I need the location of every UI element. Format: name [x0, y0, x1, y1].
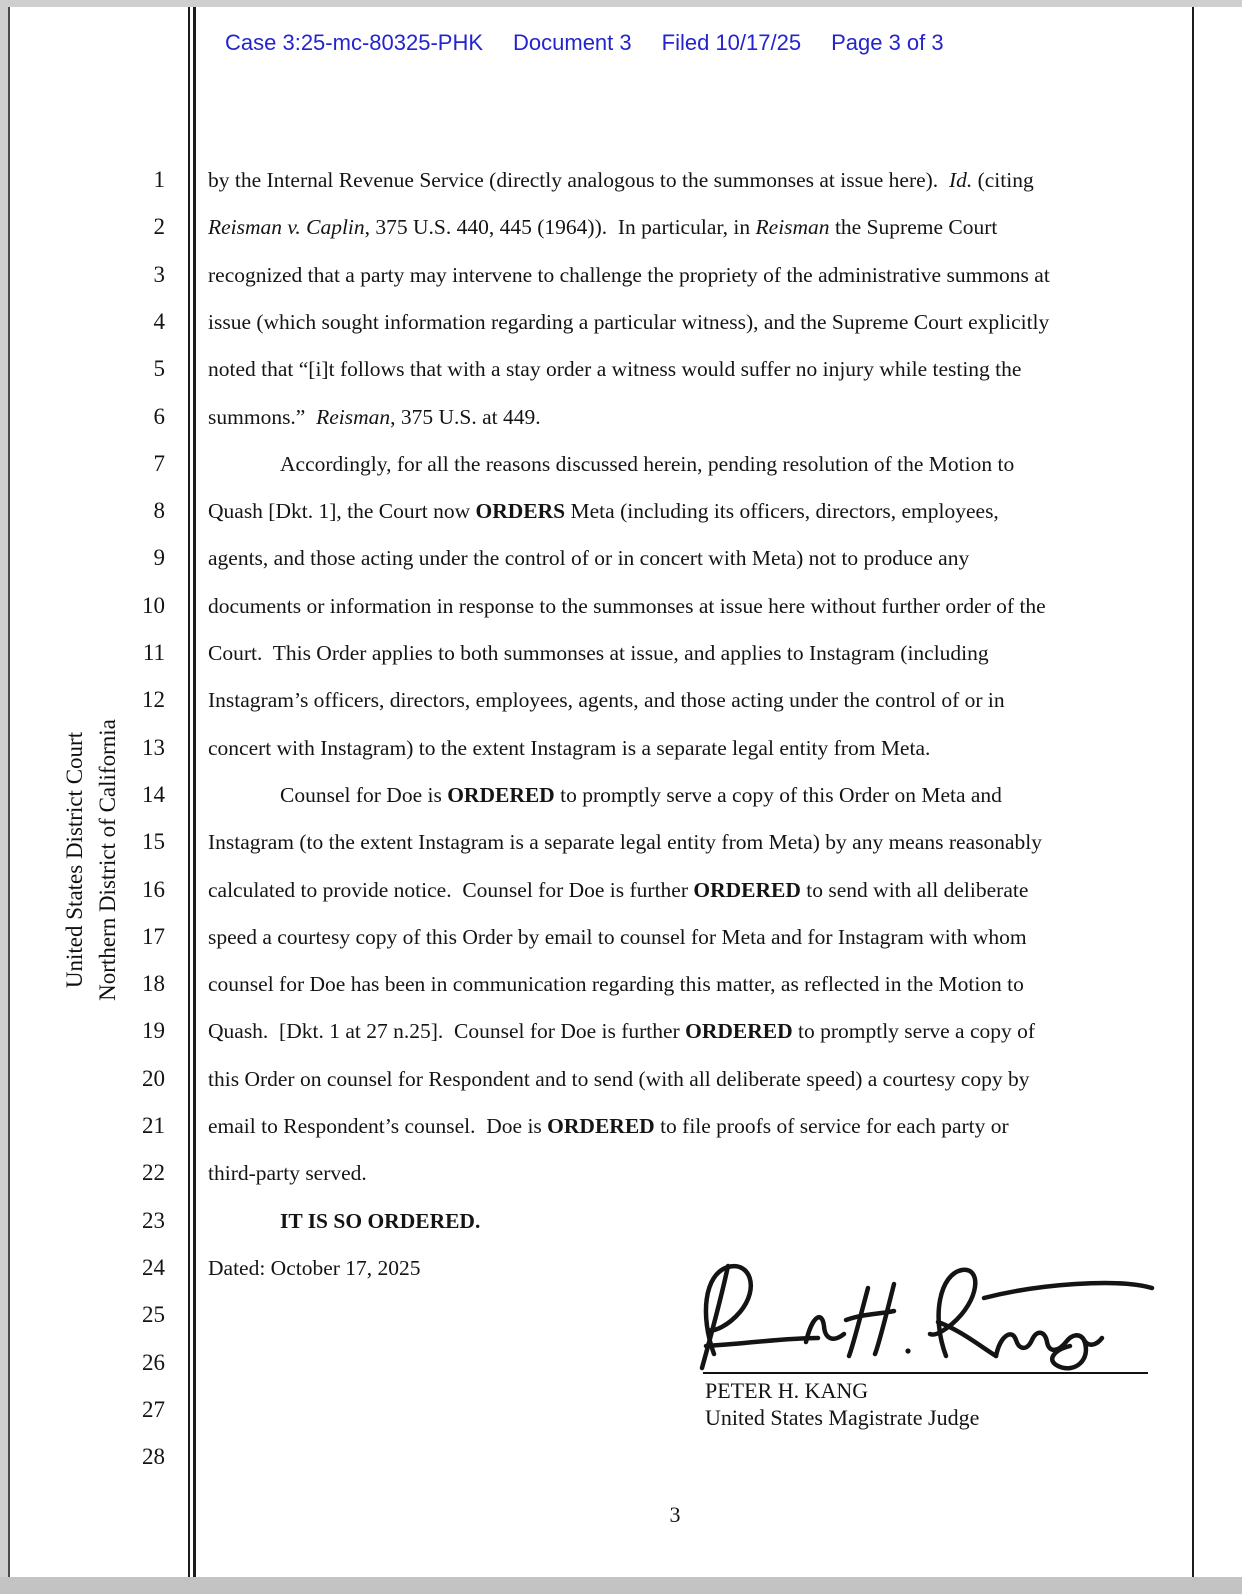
document-number: Document 3 [513, 30, 632, 55]
footer-page-number: 3 [669, 1502, 681, 1527]
line-number: 11 [142, 640, 165, 665]
line-number: 5 [153, 356, 165, 382]
line-number: 2 [153, 214, 165, 240]
document-line: Instagram’s officers, directors, employees, agents, and those acting under the control of or in [208, 688, 1005, 713]
judge-name: PETER H. KANG [705, 1378, 869, 1403]
line-number: 15 [142, 829, 165, 855]
line-number: 27 [142, 1396, 165, 1422]
line-number: 10 [142, 592, 165, 618]
line-number: 22 [142, 1160, 165, 1186]
line-number: 4 [153, 308, 165, 334]
district-name-vertical: Northern District of California [95, 719, 120, 1001]
document-line: recognized that a party may intervene to challenge the propriety of the administrative summons at [208, 262, 1050, 287]
document-line: noted that “[i]t follows that with a stay order a witness would suffer no injury while testing the [208, 357, 1022, 382]
scan-edge-left [0, 0, 8, 1594]
line-number: 9 [153, 545, 165, 571]
line-number: 23 [142, 1207, 165, 1233]
signature-line [703, 1372, 1148, 1374]
document-line: email to Respondent’s counsel. Doe is ORDERED to file proofs of service for each party or [208, 1114, 1009, 1138]
line-number: 3 [153, 261, 165, 287]
filed-date: Filed 10/17/25 [661, 30, 802, 55]
line-number: 13 [142, 734, 165, 760]
line-number: 19 [142, 1018, 165, 1044]
document-line: IT IS SO ORDERED. [280, 1208, 481, 1233]
document-line: this Order on counsel for Respondent and to send (with all deliberate speed) a courtesy copy by [208, 1066, 1030, 1091]
line-number: 14 [142, 781, 165, 807]
court-name-vertical: United States District Court [62, 731, 87, 989]
document-line: Quash. [Dkt. 1 at 27 n.25]. Counsel for Doe is further ORDERED to promptly serve a copy of [208, 1019, 1036, 1044]
document-line: documents or information in response to the summonses at issue here without further order of the [208, 593, 1046, 618]
line-number: 8 [153, 498, 165, 524]
document-line: Reisman v. Caplin, 375 U.S. 440, 445 (1964)). In particular, in Reisman the Supreme Court [208, 215, 998, 240]
document-line: calculated to provide notice. Counsel for Doe is further ORDERED to send with all deliberate [208, 877, 1029, 902]
document-line: agents, and those acting under the control of or in concert with Meta) not to produce any [208, 546, 970, 571]
document-line: by the Internal Revenue Service (directly analogous to the summonses at issue here). Id. (citing [208, 168, 1034, 192]
case-number: Case 3:25-mc-80325-PHK [225, 30, 484, 55]
line-number: 7 [153, 450, 165, 476]
pleading-rule-right [1192, 7, 1194, 1577]
line-number: 25 [142, 1302, 165, 1328]
document-line: Accordingly, for all the reasons discussed herein, pending resolution of the Motion to [280, 451, 1015, 476]
document-line: Court. This Order applies to both summonses at issue, and applies to Instagram (including [208, 641, 989, 665]
signature-image [688, 1254, 1158, 1376]
pleading-rule-left-inner [193, 7, 196, 1577]
line-number: 26 [142, 1349, 165, 1375]
document-line: concert with Instagram) to the extent Instagram is a separate legal entity from Meta. [208, 735, 931, 760]
scan-edge-bottom [0, 1577, 1242, 1594]
line-number: 24 [142, 1254, 165, 1280]
document-line: Counsel for Doe is ORDERED to promptly serve a copy of this Order on Meta and [280, 782, 1002, 807]
document-line: counsel for Doe has been in communication regarding this matter, as reflected in the Motion to [208, 972, 1024, 997]
document-line: Quash [Dkt. 1], the Court now ORDERS Meta (including its officers, directors, employees, [208, 499, 999, 524]
line-number: 12 [142, 687, 165, 713]
line-number: 28 [142, 1444, 165, 1470]
document-line: issue (which sought information regarding a particular witness), and the Supreme Court explicitly [208, 309, 1050, 334]
line-number: 21 [142, 1113, 165, 1138]
pleading-rule-left-outer [188, 7, 190, 1577]
line-number: 1 [153, 167, 165, 192]
case-stamp-header [225, 30, 944, 56]
document-line: Dated: October 17, 2025 [208, 1255, 421, 1280]
page-border-left [8, 7, 10, 1577]
scan-edge-top [0, 0, 1242, 7]
document-line: third-party served. [208, 1161, 367, 1186]
judge-title: United States Magistrate Judge [705, 1405, 980, 1430]
document-line: summons.” Reisman, 375 U.S. at 449. [208, 404, 541, 429]
line-number: 16 [142, 876, 165, 902]
line-number: 17 [142, 923, 165, 949]
page-indicator: Page 3 of 3 [831, 30, 944, 55]
line-number: 18 [142, 971, 165, 997]
document-line: speed a courtesy copy of this Order by email to counsel for Meta and for Instagram with whom [208, 924, 1027, 949]
line-number: 6 [153, 403, 165, 429]
document-line: Instagram (to the extent Instagram is a separate legal entity from Meta) by any means reasonably [208, 830, 1043, 855]
line-number: 20 [142, 1065, 165, 1091]
